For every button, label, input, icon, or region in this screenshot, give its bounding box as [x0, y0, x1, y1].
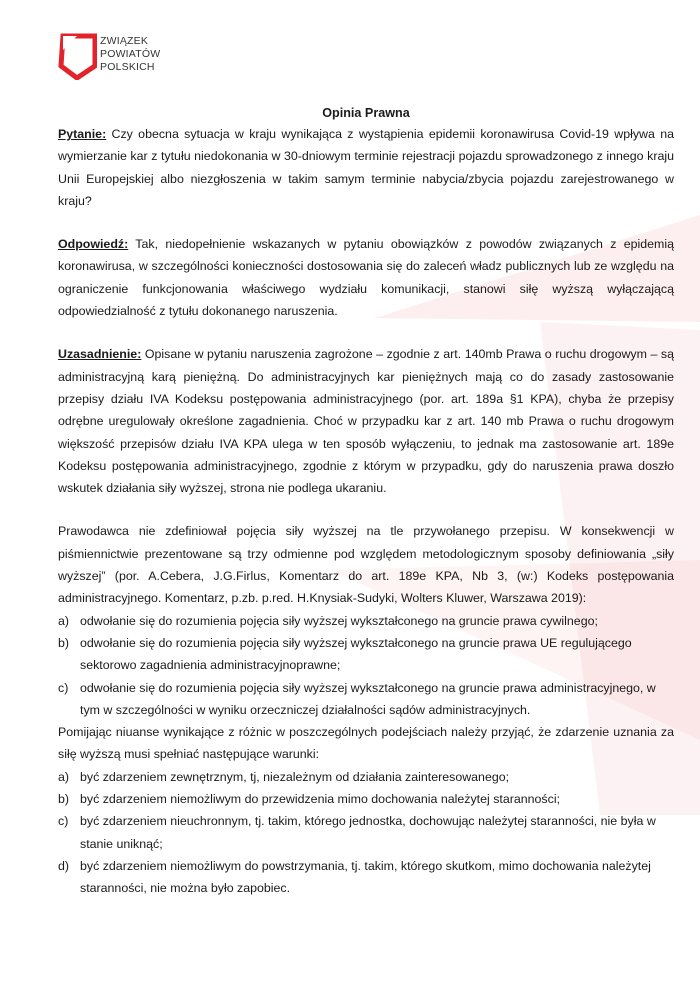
list-item: c) odwołanie się do rozumienia pojęcia siły wyższej wykształconego na gruncie prawa administracyjnego, w tym w szczególności w wyniku orzeczniczej działalności sądów administracyjnych. [58, 680, 656, 717]
conditions-list [58, 766, 674, 900]
logo-mark [57, 32, 97, 80]
list-item: d) być zdarzeniem niemożliwym do powstrzymania, tj. takim, którego skutkom, mimo dochowania należytej staranności, nie można było zapobiec. [58, 858, 651, 896]
answer-label: Odpowiedź: [58, 237, 129, 252]
justification-text: Opisane w pytaniu naruszenia zagrożone – zgodnie z art. 140mb Prawa o ruchu drogowym – są administracyjną karą pieniężną. Do administracyjnych kar pieniężnych mają co do zasady zastosowanie przepisy działu IVA Kodeksu postępowania administracyjnego (por. art. 189a §1 KPA), chyba że przepisy odrębne uregulowały określone zagadnienia. Choć w przypadku kar z art. 140 mb Prawa o ruchu drogowym większość przepisów działu IVA KPA ulega w ten sposób wyłączeniu, to jednak ma zastosowanie art. 189e Kodeksu postępowania administracyjnego, zgodnie z którym w przypadku, gdy do naruszenia prawa doszło wskutek działania siły wyższej, strona nie podlega ukaraniu. [58, 347, 674, 496]
justification-label: Uzasadnienie: [58, 347, 142, 362]
question-text: Czy obecna sytuacja w kraju wynikająca z wystąpienia epidemii koronawirusa Covid-19 wpływa na wymierzanie kar z tytułu niedokonania w 30-dniowym terminie rejestracji pojazdu sprowadzonego z innego kraju Unii Europejskiej albo niezgłoszenia w takim samym terminie nabycia/zbycia pojazdu zarejestrowanego w kraju? [58, 127, 674, 208]
list-item: a) odwołanie się do rozumienia pojęcia siły wyższej wykształconego na gruncie prawa cywilnego; [58, 613, 598, 628]
list-item: b) odwołanie się do rozumienia pojęcia siły wyższej wykształconego na gruncie prawa UE regulującego sektorowo zagadnienia administracyjnoprawne; [58, 635, 632, 673]
logo-text [100, 35, 160, 74]
list-item: b) być zdarzeniem niemożliwym do przewidzenia mimo dochowania należytej staranności; [58, 792, 561, 807]
document-title: Opinia Prawna [322, 106, 410, 120]
answer-text: Tak, niedopełnienie wskazanych w pytaniu obowiązków z powodów związanych z epidemią koronawirusa, w szczególności konieczności dostosowania się do zaleceń władz publicznych lub ze względu na ograniczenie funkcjonowania właściwego wydziału komunikacji, stanowi siłę wyższą wyłączającą odpowiedzialność z tytułu dokonanego naruszenia. [58, 237, 674, 319]
logo-line: POWIATÓW [100, 48, 161, 60]
answer-paragraph [58, 233, 674, 322]
justification-paragraph [58, 343, 674, 499]
logo-line: POLSKICH [100, 61, 155, 73]
question-paragraph [58, 123, 674, 212]
definitions-paragraph: Prawodawca nie zdefiniował pojęcia siły wyższej na tle przywołanego przepisu. W konsekwencji w piśmiennictwie prezentowane są trzy odmienne pod względem metodologicznym sposoby definiowania „siły wyższej” (por. A.Cebera, J.G.Firlus, Komentarz do art. 189e KPA, Nb 3, (w:) Kodeks postępowania administracyjnego. Komentarz, p.zb. p.red. H.Knysiak-Sudyki, Wolters Kluwer, Warszawa 2019): [58, 524, 674, 606]
list-item: c) być zdarzeniem nieuchronnym, tj. takim, którego jednostka, dochowując należytej staranności, nie była w stanie uniknąć; [58, 814, 656, 851]
logo-line: ZWIĄZEK [100, 35, 149, 47]
conditions-paragraph: Pomijając niuanse wynikające z różnic w poszczególnych podejściach należy przyjąć, że zdarzenie uznania za siłę wyższą musi spełniać następujące warunki: [58, 725, 674, 762]
question-label: Pytanie: [58, 127, 107, 141]
definitions-list [58, 610, 674, 721]
document-body [58, 103, 674, 900]
list-item: a) być zdarzeniem zewnętrznym, tj, niezależnym od działania zainteresowanego; [58, 769, 510, 784]
